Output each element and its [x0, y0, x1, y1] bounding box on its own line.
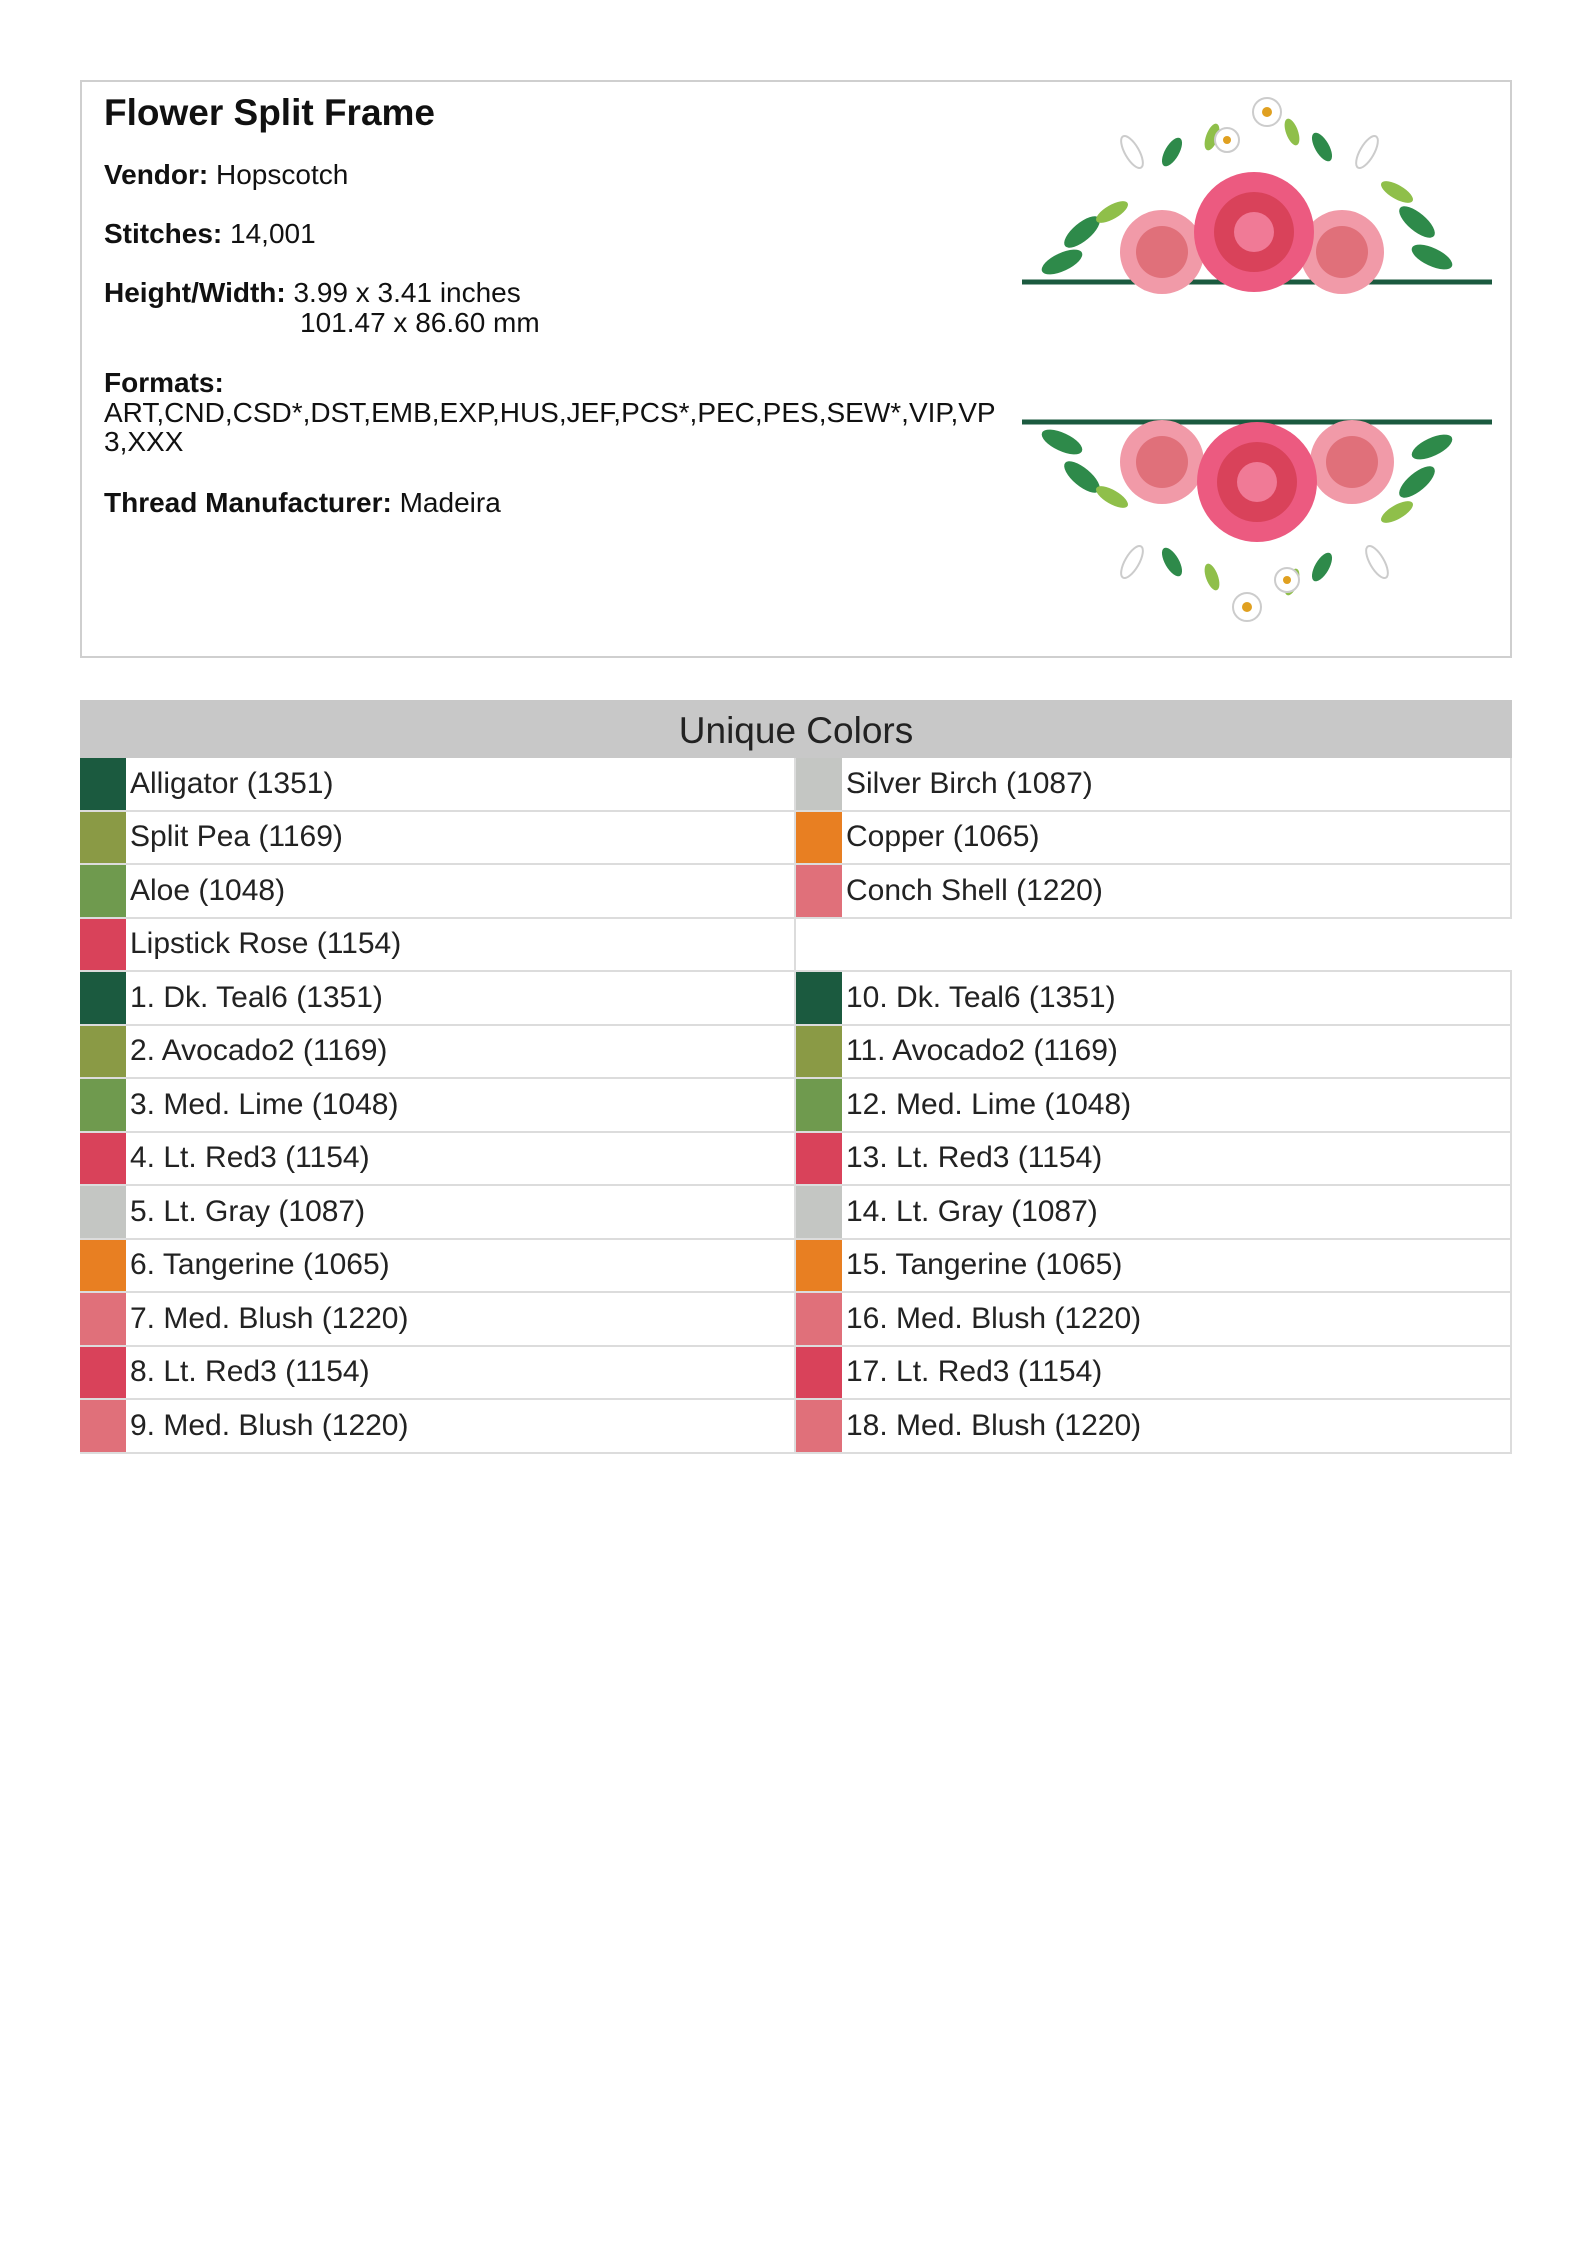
color-name: Copper (1065) [846, 820, 1040, 854]
stitch-sequence-entry [796, 1347, 1512, 1401]
color-swatch [80, 972, 126, 1024]
color-swatch [80, 1133, 126, 1185]
stitch-sequence-entry [796, 1240, 1512, 1294]
color-table [80, 700, 1512, 1454]
stitch-sequence-entry [80, 1240, 796, 1294]
stitch-sequence-entry [796, 1026, 1512, 1080]
unique-color-entry [796, 865, 1512, 919]
color-swatch [80, 1400, 126, 1452]
stitch-sequence-entry [80, 1186, 796, 1240]
color-swatch [796, 1400, 842, 1452]
color-swatch [80, 758, 126, 810]
color-swatch [796, 972, 842, 1024]
color-name: 5. Lt. Gray (1087) [130, 1194, 366, 1228]
color-name: 15. Tangerine (1065) [846, 1248, 1123, 1282]
stitch-sequence-entry [796, 1400, 1512, 1454]
color-swatch [796, 1347, 842, 1399]
flower-preview-bottom-image [1022, 402, 1492, 642]
stitch-sequence-entry [796, 1293, 1512, 1347]
design-info-box [80, 80, 1512, 658]
color-swatch [796, 1186, 842, 1238]
stitch-sequence-entry [80, 1133, 796, 1187]
color-name: 3. Med. Lime (1048) [130, 1087, 399, 1121]
color-name: 7. Med. Blush (1220) [130, 1301, 409, 1335]
color-swatch [796, 1240, 842, 1292]
color-name: Aloe (1048) [130, 873, 286, 907]
stitch-sequence-entry [80, 1293, 796, 1347]
unique-color-entry [80, 812, 796, 866]
flower-preview-top-image [1022, 92, 1492, 332]
stitch-sequence-entry [80, 1400, 796, 1454]
color-swatch [796, 758, 842, 810]
color-name: Lipstick Rose (1154) [130, 927, 402, 961]
stitch-sequence-entry [80, 1347, 796, 1401]
stitch-sequence-entry [80, 972, 796, 1026]
color-swatch [80, 1347, 126, 1399]
color-swatch [796, 812, 842, 864]
vendor-value: Hopscotch [216, 159, 349, 190]
color-swatch [80, 1293, 126, 1345]
unique-color-entry [80, 758, 796, 812]
stitch-sequence-entry [796, 972, 1512, 1026]
color-swatch [80, 919, 126, 971]
stitch-sequence-entry [796, 1186, 1512, 1240]
color-name: 1. Dk. Teal6 (1351) [130, 980, 383, 1014]
color-swatch [796, 1293, 842, 1345]
stitch-sequence-entry [796, 1133, 1512, 1187]
color-name: 2. Avocado2 (1169) [130, 1034, 388, 1068]
color-swatch [796, 1079, 842, 1131]
vendor-label: Vendor: [104, 159, 209, 190]
unique-colors-header: Unique Colors [80, 700, 1512, 758]
unique-color-entry [796, 758, 1512, 812]
color-swatch [80, 1240, 126, 1292]
formats-value: ART,CND,CSD*,DST,EMB,EXP,HUS,JEF,PCS*,PEC,PES,SEW*,VIP,VP3,XXX [104, 397, 996, 457]
formats-label: Formats: [104, 367, 224, 398]
color-name: 17. Lt. Red3 (1154) [846, 1355, 1103, 1389]
color-swatch [80, 865, 126, 917]
color-swatch [796, 1133, 842, 1185]
color-name: Split Pea (1169) [130, 820, 343, 854]
color-name: 11. Avocado2 (1169) [846, 1034, 1118, 1068]
color-name: 8. Lt. Red3 (1154) [130, 1355, 370, 1389]
color-grid [80, 758, 1512, 1454]
formats-field [104, 368, 1004, 456]
color-swatch [80, 1026, 126, 1078]
color-name: 6. Tangerine (1065) [130, 1248, 390, 1282]
empty-cell [796, 919, 1512, 973]
color-name: 9. Med. Blush (1220) [130, 1408, 409, 1442]
color-name: Alligator (1351) [130, 766, 334, 800]
color-name: Conch Shell (1220) [846, 873, 1103, 907]
color-name: Silver Birch (1087) [846, 766, 1093, 800]
color-name: 10. Dk. Teal6 (1351) [846, 980, 1116, 1014]
thread-label: Thread Manufacturer: [104, 487, 392, 518]
vendor-field [104, 160, 348, 190]
stitches-field [104, 219, 316, 249]
color-swatch [80, 812, 126, 864]
color-swatch [796, 1026, 842, 1078]
color-name: 12. Med. Lime (1048) [846, 1087, 1132, 1121]
unique-color-entry [80, 919, 796, 973]
stitch-sequence-entry [80, 1079, 796, 1133]
color-name: 18. Med. Blush (1220) [846, 1408, 1142, 1442]
height-width-inches: 3.99 x 3.41 inches [293, 277, 521, 308]
color-name: 13. Lt. Red3 (1154) [846, 1141, 1103, 1175]
color-name: 14. Lt. Gray (1087) [846, 1194, 1098, 1228]
stitch-sequence-entry [796, 1079, 1512, 1133]
unique-color-entry [796, 812, 1512, 866]
color-swatch [80, 1186, 126, 1238]
color-name: 4. Lt. Red3 (1154) [130, 1141, 370, 1175]
stitches-value: 14,001 [230, 218, 316, 249]
unique-color-entry [80, 865, 796, 919]
color-swatch [80, 1079, 126, 1131]
thread-field [104, 488, 501, 518]
height-width-label: Height/Width: [104, 277, 286, 308]
design-title: Flower Split Frame [104, 92, 436, 133]
thread-value: Madeira [399, 487, 501, 518]
color-swatch [796, 865, 842, 917]
stitches-label: Stitches: [104, 218, 223, 249]
stitch-sequence-entry [80, 1026, 796, 1080]
color-name: 16. Med. Blush (1220) [846, 1301, 1142, 1335]
height-width-field [104, 278, 540, 338]
height-width-mm: 101.47 x 86.60 mm [300, 307, 540, 338]
